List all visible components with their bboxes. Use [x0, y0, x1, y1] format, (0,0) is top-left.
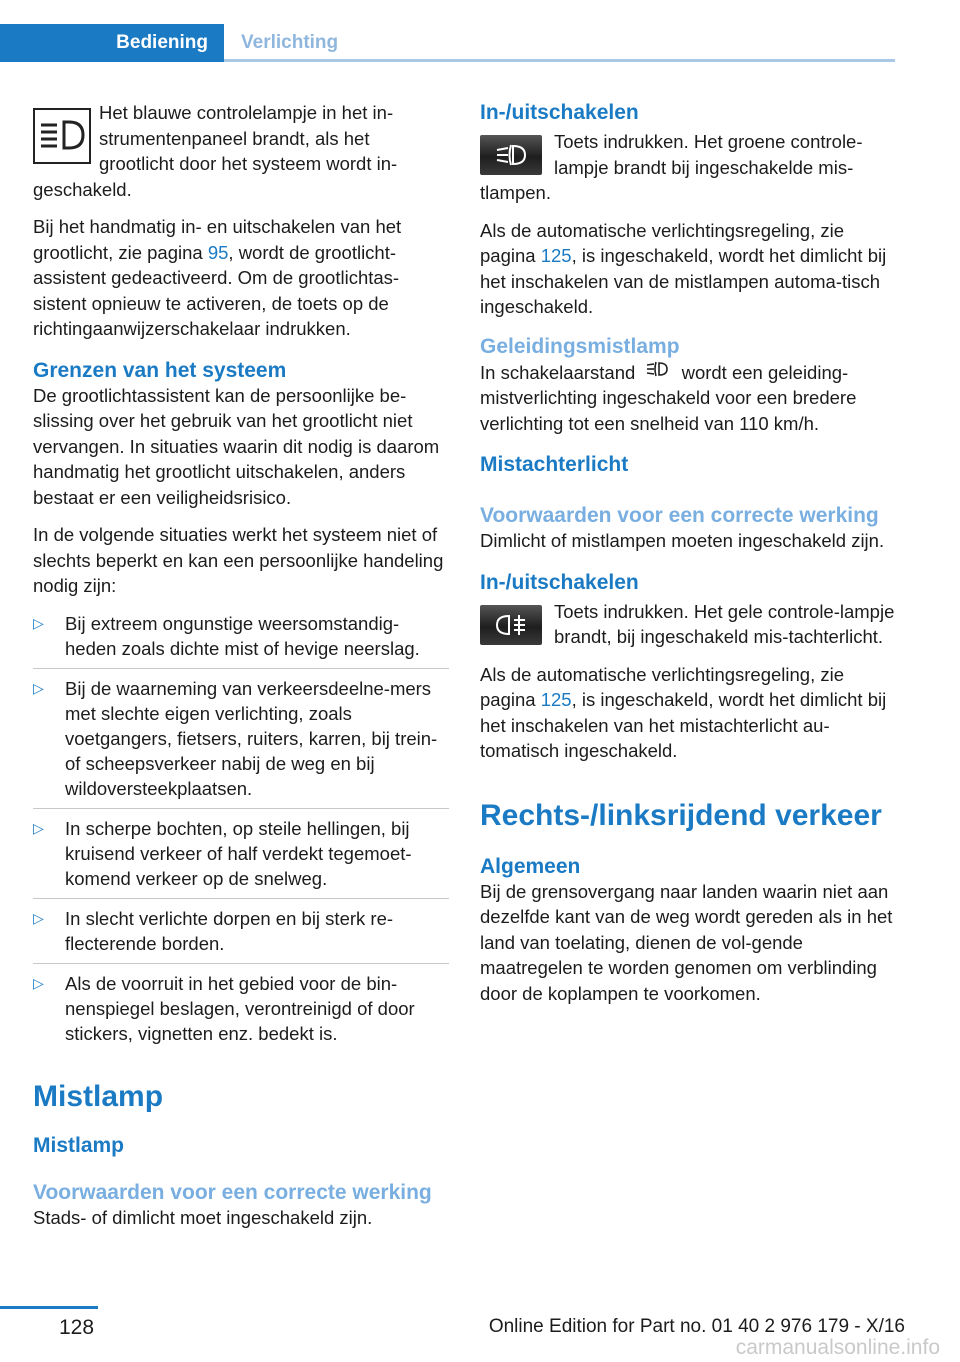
grenzen-paragraph: De grootlichtassistent kan de persoonlijke be-slissing over het gebruik van het grootlicht niet vervangen. In situaties waarin dit nodig is daarom handmatig het grootlicht uitschakelen, anders bestaat er een veiligheidsrisico.: [33, 384, 440, 508]
header-divider: [224, 59, 895, 62]
geleiding-paragraph: In schakelaarstand wordt een geleiding-mistverlichting ingeschakeld voor een bredere verlichting tot een snelheid van 110 km/h.: [480, 359, 896, 437]
auto-light-paragraph-1: Als de automatische verlichtingsregeling, zie pagina 125, is ingeschakeld, wordt het dimlicht bij het inschakelen van de mistlampen automa-tisch ingeschakeld.: [480, 219, 887, 317]
stads-paragraph: Stads- of dimlicht moet ingeschakeld zijn.: [33, 1206, 373, 1228]
heading-rechts-links: Rechts-/linksrijdend verkeer: [480, 798, 882, 832]
situations-list: [33, 611, 449, 1053]
list-item: ▷ Bij extreem ongunstige weersomstandig-heden zoals dichte mist of hevige neerslag.: [33, 611, 449, 669]
heading-voorwaarden: Voorwaarden voor een correcte werking: [33, 1180, 432, 1204]
toets-rear-fog: Toets indrukken. Het gele controle-lampje brandt, bij ingeschakeld mis-tachterlicht.: [554, 600, 895, 647]
list-item: ▷ Als de voorruit in het gebied voor de bin-nenspiegel beslagen, verontreinigd of door stickers, vignetten enz. bedekt is.: [33, 972, 415, 1044]
manual-highbeam-paragraph: Bij het handmatig in- en uitschakelen van het grootlicht, zie pagina 95, wordt de grootlicht-assistent gedeactiveerd. Om de grootlichtas-sistent opnieuw te activeren, de toets op de richtingaanwijzerschakelaar indrukken.: [33, 216, 402, 339]
dim-paragraph: Dimlicht of mistlampen moeten ingeschakeld zijn.: [480, 530, 885, 551]
list-item: ▷ In slecht verlichte dorpen en bij sterk re-flecterende borden.: [33, 906, 449, 964]
algemeen-paragraph: Bij de grensovergang naar landen waarin niet aan dezelfde kant van de weg wordt gereden als in het land van toelating, dienen de vol-gende maatregelen te worden genomen om verblinding door de koplampen te voorkomen.: [480, 880, 893, 1004]
front-fog-instruction: [480, 129, 896, 218]
rear-fog-button-icon: [480, 605, 542, 645]
fog-switch-position-icon: [640, 359, 676, 386]
right-column: [480, 100, 896, 1018]
footer-divider: [0, 1306, 98, 1309]
triangle-bullet-icon: ▷: [33, 614, 44, 631]
heading-mistlamp-main: Mistlamp: [33, 1079, 164, 1113]
heading-grenzen: Grenzen van het systeem: [33, 358, 287, 382]
watermark: carmanualsonline.info: [735, 1336, 940, 1359]
heading-inuit-1: In-/uitschakelen: [480, 101, 639, 124]
auto-light-paragraph-2: Als de automatische verlichtingsregeling, zie pagina 125, is ingeschakeld, wordt het dimlicht bij het inschakelen van het mistachterlicht au-tomatisch ingeschakeld.: [480, 663, 887, 761]
page-link-125-b[interactable]: 125: [540, 689, 572, 710]
situations-paragraph: In de volgende situaties werkt het systeem niet of slechts beperkt en kan een persoonlijke handeling nodig zijn:: [33, 524, 444, 596]
high-beam-note: [33, 100, 449, 214]
section-tab-verlichting[interactable]: Verlichting: [241, 32, 339, 53]
heading-mistlamp: Mistlamp: [33, 1133, 125, 1157]
page-link-95[interactable]: 95: [207, 241, 229, 263]
triangle-bullet-icon: ▷: [33, 819, 44, 836]
left-column: [33, 100, 449, 1242]
page-link-125[interactable]: 125: [540, 245, 572, 266]
triangle-bullet-icon: ▷: [33, 679, 44, 696]
list-item: ▷ In scherpe bochten, op steile hellingen, bij kruisend verkeer of half verdekt tegemoet-komend verkeer op de snelweg.: [33, 816, 449, 899]
toets-front-fog: Toets indrukken. Het groene controle-lampje brandt bij ingeschakelde mis-tlampen.: [480, 131, 863, 203]
high-beam-indicator-icon: [33, 108, 91, 164]
page-header: [0, 24, 895, 62]
edition-note: Online Edition for Part no. 01 40 2 976 179 - X/16: [488, 1316, 905, 1337]
heading-inuit-2: In-/uitschakelen: [480, 570, 639, 594]
triangle-bullet-icon: ▷: [33, 909, 44, 926]
heading-mistachterlicht: Mistachterlicht: [480, 453, 629, 476]
page-number: 128: [59, 1316, 95, 1339]
triangle-bullet-icon: ▷: [33, 974, 44, 991]
high-beam-intro: Het blauwe controlelampje in het in-strumentenpaneel brandt, als het grootlicht door het systeem wordt in-geschakeld.: [33, 102, 398, 200]
list-item: ▷ Bij de waarneming van verkeersdeelne-mers met slechte eigen verlichting, zoals voetgangers, fietsers, ruiters, karren, bij trein- of scheepsverkeer nabij de weg en bij wildoversteekplaatsen.: [33, 676, 449, 809]
heading-geleiding: Geleidingsmistlamp: [480, 334, 680, 358]
heading-voorwaarden-2: Voorwaarden voor een correcte werking: [480, 504, 879, 527]
front-fog-button-icon: [480, 135, 542, 175]
heading-algemeen: Algemeen: [480, 854, 581, 878]
rear-fog-instruction: [480, 599, 896, 662]
section-tab-bediening[interactable]: Bediening: [0, 24, 224, 62]
